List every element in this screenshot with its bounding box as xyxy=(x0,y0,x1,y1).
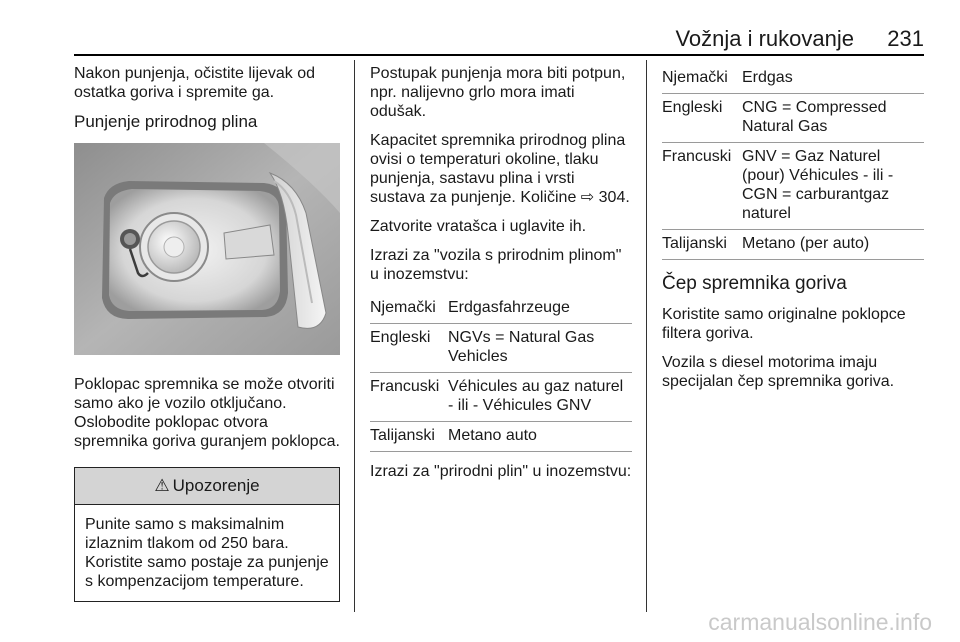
lang-cell: Njemački xyxy=(370,294,448,324)
term-cell: Metano auto xyxy=(448,422,632,452)
paragraph-close-flap: Zatvorite vratašca i uglavite ih. xyxy=(370,218,587,235)
warning-title: Upozorenje xyxy=(172,476,260,495)
term-cell: Erdgas xyxy=(742,64,924,94)
term-cell: GNV = Gaz Naturel (pour) Véhicules - ili - CGN = carburantgaz naturel xyxy=(742,143,924,230)
vehicle-terms-table xyxy=(370,294,632,452)
paragraph-gas-terms: Izrazi za "prirodni plin" u inozemstvu: xyxy=(370,463,632,480)
lang-cell: Talijanski xyxy=(662,230,742,260)
column-divider-1 xyxy=(354,60,355,612)
column-1 xyxy=(74,64,340,602)
capacity-page-ref: 304. xyxy=(598,189,630,206)
watermark: carmanualsonline.info xyxy=(708,609,932,635)
warning-triangle-icon: ⚠ xyxy=(154,476,170,495)
paragraph-vehicle-terms: Izrazi za "vozila s prirodnim plinom" u inozemstvu: xyxy=(370,247,622,283)
header-rule xyxy=(74,54,924,56)
section-title: Vožnja i rukovanje xyxy=(675,26,854,51)
table-row xyxy=(370,373,632,422)
term-cell: CNG = Compressed Natural Gas xyxy=(742,94,924,143)
table-row xyxy=(370,324,632,373)
cng-heading: Punjenje prirodnog plina xyxy=(74,112,258,131)
lang-cell: Engleski xyxy=(370,324,448,373)
page-number: 231 xyxy=(887,26,924,51)
paragraph-diesel-cap: Vozila s diesel motorima imaju specijalan čep spremnika goriva. xyxy=(662,354,895,390)
warning-box xyxy=(74,467,340,602)
table-row xyxy=(662,64,924,94)
lang-cell: Francuski xyxy=(662,143,742,230)
page-header xyxy=(74,26,924,56)
capacity-text: Kapacitet spremnika prirodnog plina ovisi o temperaturi okoline, tlaku punjenja, sastavu plina i vrsti sustava za punjenje. Količine xyxy=(370,132,626,206)
table-row xyxy=(662,143,924,230)
table-row xyxy=(370,294,632,324)
fuel-filler-photo xyxy=(74,143,340,355)
lang-cell: Francuski xyxy=(370,373,448,422)
fuel-cap-heading: Čep spremnika goriva xyxy=(662,273,847,294)
paragraph-capacity xyxy=(370,131,632,207)
lang-cell: Engleski xyxy=(662,94,742,143)
column-3 xyxy=(662,64,924,401)
gas-terms-table xyxy=(662,64,924,260)
lang-cell: Talijanski xyxy=(370,422,448,452)
table-row xyxy=(370,422,632,452)
column-2 xyxy=(370,64,632,491)
paragraph-filling-complete: Postupak punjenja mora biti potpun, npr. nalijevno grlo mora imati odušak. xyxy=(370,65,626,120)
paragraph-original-caps: Koristite samo originalne poklopce filtera goriva. xyxy=(662,306,906,342)
intro-paragraph: Nakon punjenja, očistite lijevak od ostatka goriva i spremite ga. xyxy=(74,65,316,101)
lang-cell: Njemački xyxy=(662,64,742,94)
table-row xyxy=(662,230,924,260)
table-row xyxy=(662,94,924,143)
term-cell: Véhicules au gaz naturel - ili - Véhicules GNV xyxy=(448,373,632,422)
column-divider-2 xyxy=(646,60,647,612)
term-cell: Metano (per auto) xyxy=(742,230,924,260)
flap-paragraph: Poklopac spremnika se može otvoriti samo ako je vozilo otključano. Oslobodite poklopac otvora spremnika goriva guranjem poklopca. xyxy=(74,376,340,450)
warning-text: Punite samo s maksimalnim izlaznim tlakom od 250 bara. Koristite samo postaje za punjenje s kompenzacijom temperature. xyxy=(85,516,329,590)
page-ref-arrow-icon: ⇨ xyxy=(580,189,595,206)
term-cell: NGVs = Natural Gas Vehicles xyxy=(448,324,632,373)
term-cell: Erdgasfahrzeuge xyxy=(448,294,632,324)
warning-header xyxy=(75,468,339,505)
